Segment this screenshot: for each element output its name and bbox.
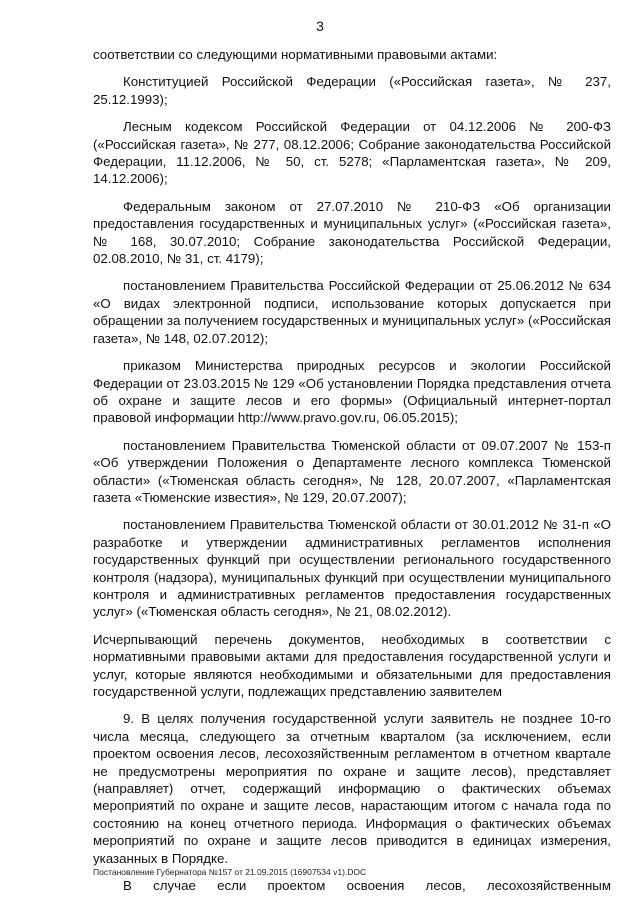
paragraph-item-9: 9. В целях получения государственной услуги заявитель не позднее 10-го числа месяца, следующего за отчетным кварталом (за исключением, если проектом освоения лесов, лесохозяйственным регламентом в отчетном квартале не предусмотрены мероприятия по охране и защите лесов), представляет (направляет) отчет, содержащий информацию о фактических объемах мероприятий по охране и защите лесов, нарастающим итогом с начала года по состоянию на конец отчетного периода. Информация о фактических объемах мероприятий по охране и защите лесов приводится в единицах измерения, указанных в Порядке. <box>93 711 611 866</box>
paragraph-government-decree-rf: постановлением Правительства Российской Федерации от 25.06.2012 № 634 «О видах электронной подписи, использование которых допускается при обращении за получением государственных и муниципальных услуг» («Российская газета», № 148, 02.07.2012); <box>93 278 611 346</box>
document-body <box>93 46 611 894</box>
paragraph-ministry-order: приказом Министерства природных ресурсов и экологии Российской Федерации от 23.03.2015 № 129 «Об установлении Порядка представления отчета об охране и защите лесов и его формы» (Официальный интернет-портал правовой информации http://www.pravo.gov.ru, 06.05.2015); <box>93 358 611 426</box>
paragraph-tyumen-decree-2007: постановлением Правительства Тюменской области от 09.07.2007 № 153-п «Об утверждении Положения о Департаменте лесного комплекса Тюменской области» («Тюменская область сегодня», № 128, 20.07.2007, «Парламентская газета «Тюменские известия», № 129, 20.07.2007); <box>93 437 611 505</box>
paragraph-tyumen-decree-2012: постановлением Правительства Тюменской области от 30.01.2012 № 31-п «О разработке и утверждении административных регламентов исполнения государственных функций при осуществлении регионального государственного контроля (надзора), муниципальных функций при осуществлении муниципального контроля и административных регламентов предоставления государственных услуг» («Тюменская область сегодня», № 21, 08.02.2012). <box>93 517 611 620</box>
paragraph-intro: соответствии со следующими нормативными правовыми актами: <box>93 47 498 62</box>
footer-filename: Постановление Губернатора №157 от 21.09.2015 (16907534 v1).DOC <box>93 867 367 877</box>
page-number: 3 <box>316 18 324 34</box>
section-heading-documents: Исчерпывающий перечень документов, необходимых в соответствии с нормативными правовыми актами для предоставления государственной услуги и услуг, которые являются необходимыми и обязательными для предоставления государственной услуги, подлежащих представлению заявителем <box>93 631 611 699</box>
paragraph-federal-law: Федеральным законом от 27.07.2010 № 210-ФЗ «Об организации предоставления государственных и муниципальных услуг» («Российская газета», № 168, 30.07.2010; Собрание законодательства Российской Федерации, 02.08.2010, № 31, ст. 4179); <box>93 198 611 267</box>
paragraph-constitution: Конституцией Российской Федерации («Российская газета», № 237, 25.12.1993); <box>93 74 611 107</box>
paragraph-continuation: В случае если проектом освоения лесов, лесохозяйственным <box>123 878 611 894</box>
paragraph-forest-code: Лесным кодексом Российской Федерации от 04.12.2006 № 200-ФЗ («Российская газета», № 277, 08.12.2006; Собрание законодательства Российской Федерации, 11.12.2006, № 50, ст. 5278; «Парламентская газета», № 209, 14.12.2006); <box>93 119 611 187</box>
